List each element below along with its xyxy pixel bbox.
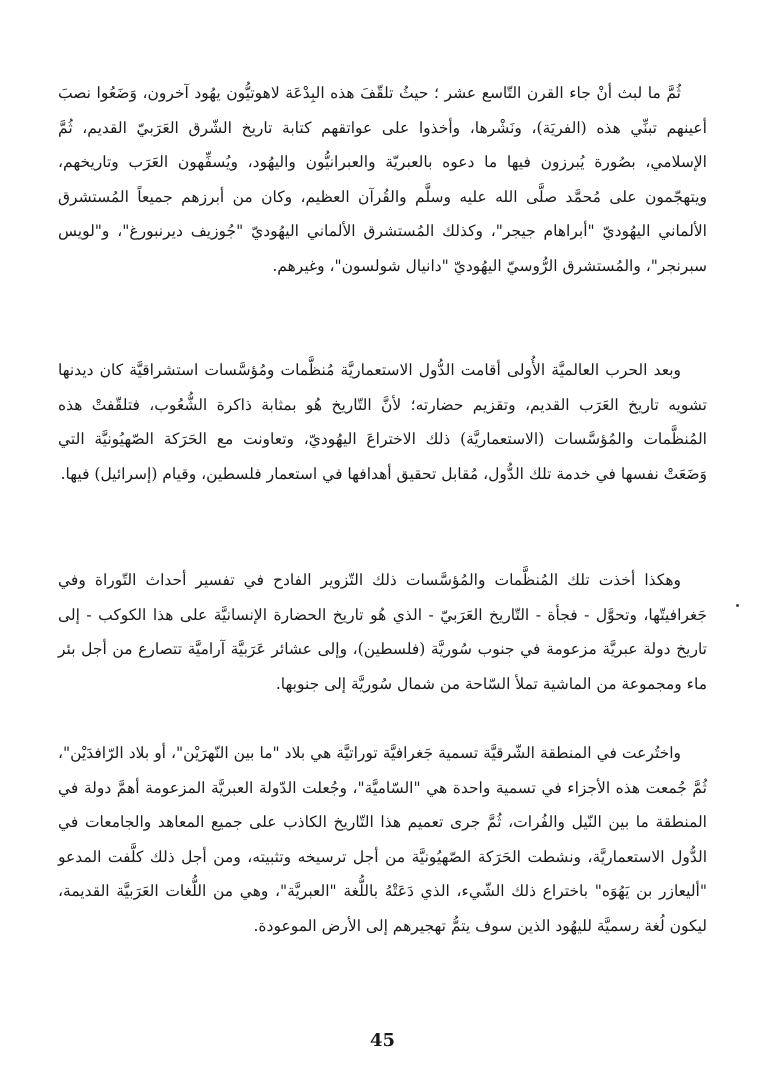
scan-speck [736,604,739,607]
paragraph-2 [58,353,707,491]
paragraph-text: وبعد الحرب العالميَّة الأُولى أقامت الدُّول الاستعماريَّة مُنظَّمات ومُؤسَّسات استشراقيَّة كان ديدنها تشويه تاريخ العَرَب القديم، وتقزيم حضارته؛ لأنَّ التّاريخ هُو بمثابة ذاكرة الشُّعُوب، فتلقّفتْ هذه المُنظَّمات والمُؤسَّسات (الاستعماريَّة) ذلك الاختراعَ اليهُوديّ، وتعاونت مع الحَرَكة الصّهيُونيَّة التي وَضَعَتْ نفسها في خدمة تلك الدُّول، مُقابل تحقيق أهدافها في استعمار فلسطين، وقيام (إسرائيل) فيها. [58,361,707,483]
page-number: 45 [369,1030,396,1051]
paragraph-text: واختُرعت في المنطقة الشّرقيَّة تسمية جَغرافيَّة توراتيَّة هي بلاد "ما بين النّهرَيْن"، أو بلاد الرّافدَيْن"، ثُمَّ جُمعت هذه الأجزاء في تسمية واحدة هي "السّاميَّة"، وجُعلت الدّولة العبريَّة المزعومة أهمَّ دولة في المنطقة ما بين النّيل والفُرات، ثُمَّ جرى تعميم هذا التّاريخ الكاذب على جميع المعاهد والجامعات في الدُّول الاستعماريَّة، ونشطت الحَرَكة الصّهيُونيَّة من أجل ترسيخه وتثبيته، ومن أجل ذلك كلَّفت المدعو "أليعازر بن يَهُوَه" باختراع ذلك الشّيء، الذي دَعَتْهُ باللُّغة "العبريَّة"، وهي من اللُّغات العَرَبيَّة القديمة، ليكون لُغة رسميَّة لليهُود الذين سوف يتمُّ تهجيرهم إلى الأرض الموعودة. [58,744,707,935]
paragraph-text: ثُمَّ ما لبث أنْ جاء القرن التّاسع عشر ؛ حيثُ تلقّفَ هذه البِدْعَة لاهوتيُّون يهُود آخرون، وَضَعُوا نصبَ أعينهم تبنِّي هذه (الفريَة)، ونَشْرها، وأخذوا على عواتقهم كتابة تاريخ الشّرق العَرَبيّ القديم، ثُمَّ الإسلامي، بصُورة يُبرزون فيها ما دعوه بالعبريّة والعبرانيُّون واليهُود، ويُسفِّهون العَرَب وتاريخهم، ويتهجّمون على مُحمَّد صلَّى الله عليه وسلَّم والقُرآن العظيم، وكان من أبرزهم جميعاً المُستشرق الألماني اليهُوديّ "أبراهام جيجر"، وكذلك المُستشرق الألماني اليهُوديّ "جُوزيف ديرنبورغ"، و"لويس سبرنجر"، والمُستشرق الرُّوسيّ اليهُوديّ "دانيال شولسون"، وغيرهم. [58,84,707,275]
paragraph-4 [58,736,707,943]
paragraph-3 [58,563,707,701]
paragraph-text: وهكذا أخذت تلك المُنظَّمات والمُؤسَّسات ذلك التّزوير الفادح في تفسير أحداث التّوراة وفي جَغرافيتّها، وتحوَّل - فجأة - التّاريخ العَرَبيّ - الذي هُو تاريخ الحضارة الإنسانيَّة على هذا الكوكب - إلى تاريخ دولة عبريَّة مزعومة في جنوب سُوريَّة (فلسطين)، وإلى عشائر عَرَبيَّة آراميَّة تتصارع من أجل بئر ماء ومجموعة من الماشية تملأ السّاحة من شمال سُوريَّة إلى جنوبها. [58,571,707,693]
paragraph-1 [58,76,707,283]
